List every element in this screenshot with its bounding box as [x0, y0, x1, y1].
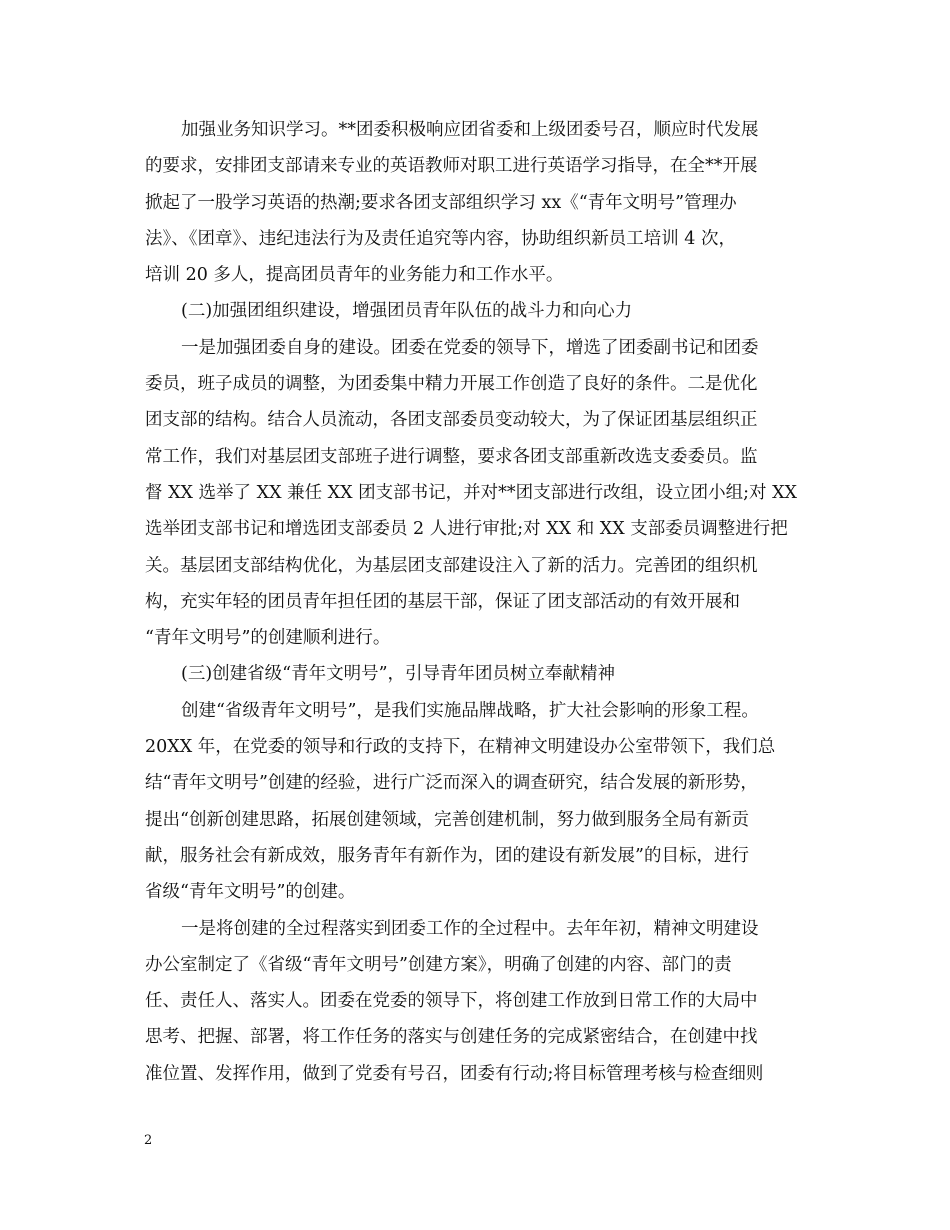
- text-line: “青年文明号”的创建顺利进行。: [145, 628, 391, 649]
- text-line: 准位置、发挥作用，做到了党委有号召，团委有行动;将目标管理考核与检查细则: [145, 1063, 764, 1084]
- text-line: 掀起了一股学习英语的热潮;要求各团支部组织学习 xx《“青年文明号”管理办: [145, 192, 737, 213]
- text-line: 培训 20 多人，提高团员青年的业务能力和工作水平。: [145, 265, 564, 286]
- text-line: 20XX 年，在党委的领导和行政的支持下，在精神文明建设办公室带领下，我们总: [145, 737, 776, 758]
- text-line: 加强业务知识学习。**团委积极响应团省委和上级团委号召，顺应时代发展: [181, 120, 759, 140]
- text-line: 的要求，安排团支部请来专业的英语教师对职工进行英语学习指导，在全**开展: [145, 156, 758, 177]
- text-line: 任、责任人、落实人。团委在党委的领导下，将创建工作放到日常工作的大局中: [145, 991, 758, 1012]
- text-line: 关。基层团支部结构优化，为基层团支部建设注入了新的活力。完善团的组织机: [145, 555, 758, 576]
- document-body: [145, 112, 805, 1092]
- text-line: 一是加强团委自身的建设。团委在党委的领导下，增选了团委副书记和团委: [181, 337, 759, 358]
- text-line: 构，充实年轻的团员青年担任团的基层干部，保证了团支部活动的有效开展和: [145, 591, 740, 612]
- text-line: 办公室制定了《省级“青年文明号”创建方案》，明确了创建的内容、部门的责: [145, 954, 732, 975]
- text-line: 献，服务社会有新成效，服务青年有新作为，团的建设有新发展”的目标，进行: [145, 845, 749, 866]
- text-line: 委员，班子成员的调整，为团委集中精力开展工作创造了良好的条件。二是优化: [145, 374, 758, 395]
- text-line: 思考、把握、部署，将工作任务的落实与创建任务的完成紧密结合，在创建中找: [145, 1027, 758, 1048]
- text-line: 创建“省级青年文明号”，是我们实施品牌战略，扩大社会影响的形象工程。: [181, 700, 759, 721]
- text-line: 选举团支部书记和增选团支部委员 2 人进行审批;对 XX 和 XX 支部委员调整进行把: [145, 519, 788, 540]
- text-line: 督 XX 选举了 XX 兼任 XX 团支部书记，并对**团支部进行改组，设立团小组;对 XX: [145, 482, 798, 503]
- text-line: 常工作，我们对基层团支部班子进行调整，要求各团支部重新改选支委委员。监: [145, 446, 758, 467]
- text-line: 结“青年文明号”创建的经验，进行广泛而深入的调查研究，结合发展的新形势，: [145, 773, 758, 794]
- text-line: 一是将创建的全过程落实到团委工作的全过程中。去年年初，精神文明建设: [181, 918, 759, 939]
- section-heading: (二)加强团组织建设，增强团员青年队伍的战斗力和向心力: [181, 301, 633, 322]
- text-line: 省级“青年文明号”的创建。: [145, 882, 356, 903]
- text-line: 团支部的结构。结合人员流动，各团支部委员变动较大，为了保证团基层组织正: [145, 410, 758, 431]
- section-heading: (三)创建省级“青年文明号”，引导青年团员树立奉献精神: [181, 664, 616, 685]
- text-line: 提出“创新创建思路，拓展创建领域，完善创建机制，努力做到服务全局有新贡: [145, 809, 749, 830]
- page-number: 2: [144, 1133, 153, 1148]
- text-line: 法》、《团章》、违纪违法行为及责任追究等内容，协助组织新员工培训 4 次，: [145, 228, 737, 249]
